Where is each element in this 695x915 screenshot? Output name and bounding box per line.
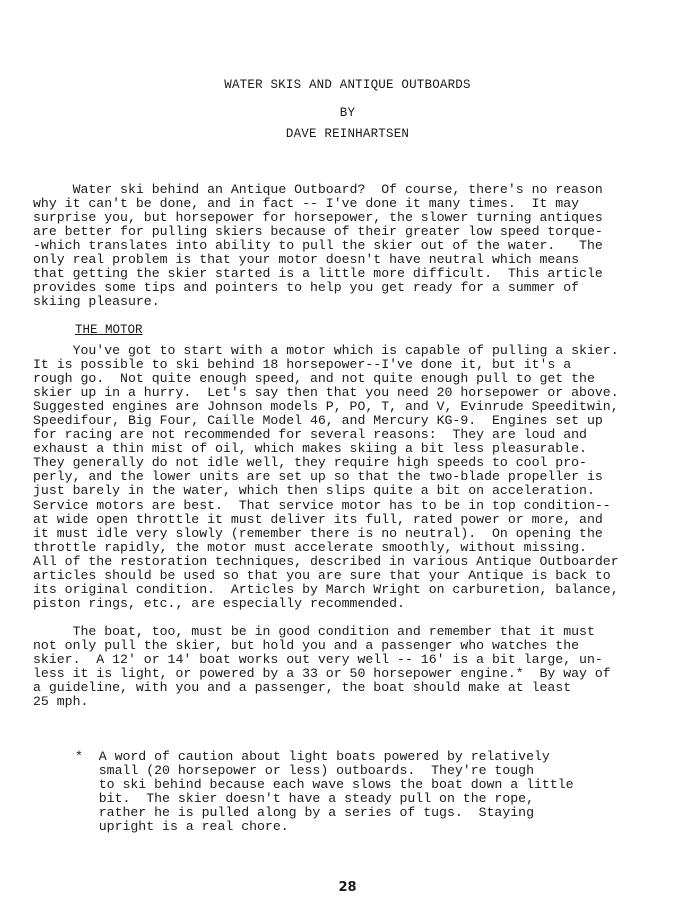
section-heading: THE MOTOR — [75, 323, 143, 337]
byline-label: BY — [339, 106, 356, 120]
boat-paragraph: The boat, too, must be in good condition and remember that it must not only pull the skier, but hold you and a passenger who watches the skier. A 12' or 14' boat works out very well -- 16' is a bit large, un- less it is light, or powered by a 33 or 50 horsepower engine.* By way of a guideline, with you and a passenger, the boat should make at least 25 mph. — [33, 624, 611, 710]
author-name: DAVE REINHARTSEN — [285, 127, 410, 141]
motor-paragraph: You've got to start with a motor which is capable of pulling a skier. It is possible to ski behind 18 horsepower--I've done it, but it's a rough go. Not quite enough speed, and not quite enough pull to get the skier up in a hurry. Let's say then that you need 20 horsepower or above. Suggested engines are Johnson models P, PO, T, and V, Evinrude Speeditwin, Speedifour, Big Four, Caille Model 46, and Mercury KG-9. Engines set up for racing are not recommended for several reasons: They are loud and exhaust a thin mist of oil, which makes skiing a bit less pleasurable. They generally do not idle well, they require high speeds to cool pro- perly, and the lower units are set up so that the two-blade propeller is just barely in the water, which then slips quite a bit on acceleration. Service motors are best. That service motor has to be in top condition-- at wide open throttle it must deliver its full, rated power or more, and it must idle very slowly (remember there is no neutral). On opening the throttle rapidly, the motor must accelerate smoothly, without missing. All of the restoration techniques, described in various Antique Outboarder articles should be used so that you are sure that your Antique is back to its original condition. Articles by March Wright on carburetion, balance, piston rings, etc., are especially recommended. — [33, 343, 619, 611]
article-title: WATER SKIS AND ANTIQUE OUTBOARDS — [224, 78, 471, 92]
intro-paragraph: Water ski behind an Antique Outboard? Of course, there's no reason why it can't be done, and in fact -- I've done it many times. It may surprise you, but horsepower for horsepower, the slower turning antiques are better for pulling skiers because of their greater low speed torque- -which translates into ability to pull the skier out of the water. The only real problem is that your motor doesn't have neutral which means that getting the skier started is a little more difficult. This article provides some tips and pointers to help you get ready for a summer of skiing pleasure. — [33, 182, 603, 310]
page-number: 28 — [338, 880, 357, 895]
footnote: * A word of caution about light boats powered by relatively small (20 horsepower or less) outboards. They're tough to ski behind because each wave slows the boat down a little bit. The skier doesn't have a steady pull on the rope, rather he is pulled along by a series of tugs. Staying upright is a real chore. — [75, 749, 574, 835]
